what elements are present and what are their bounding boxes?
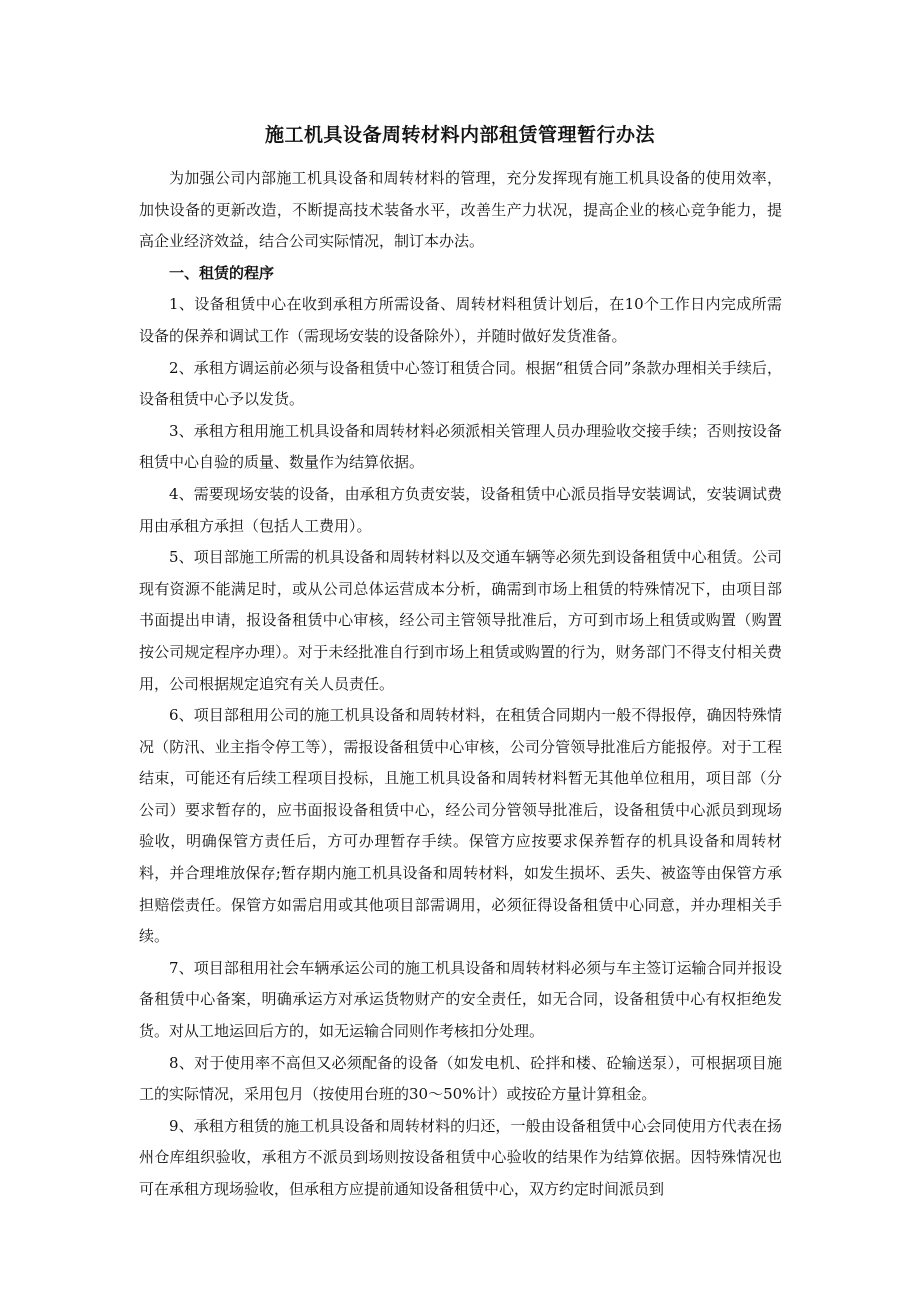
clause-9-paragraph: 9、承租方租赁的施工机具设备和周转材料的归还，一般由设备租赁中心会同使用方代表在扬州仓库组织验收，承租方不派员到场则按设备租赁中心验收的结果作为结算依据。因特殊情况也可在承租方现场验收，但承租方应提前通知设备租赁中心，双方约定时间派员到 bbox=[139, 1116, 782, 1198]
document-body bbox=[139, 163, 782, 1206]
clause-1-paragraph: 1、设备租赁中心在收到承租方所需设备、周转材料租赁计划后，在10个工作日内完成所需设备的保养和调试工作（需现场安装的设备除外），并随时做好发货准备。 bbox=[139, 295, 782, 345]
clause-6-paragraph: 6、项目部租用公司的施工机具设备和周转材料，在租赁合同期内一般不得报停，确因特殊情况（防汛、业主指令停工等），需报设备租赁中心审核，公司分管领导批准后方能报停。对于工程结束，可能还有后续工程项目投标，且施工机具设备和周转材料暂无其他单位租用，项目部（分公司）要求暂存的，应书面报设备租赁中心，经公司分管领导批准后，设备租赁中心派员到现场验收，明确保管方责任后，方可办理暂存手续。保管方应按要求保养暂存的机具设备和周转材料，并合理堆放保存;暂存期内施工机具设备和周转材料，如发生损坏、丢失、被盗等由保管方承担赔偿责任。保管方如需启用或其他项目部需调用，必须征得设备租赁中心同意，并办理相关手续。 bbox=[139, 706, 782, 946]
clause-4-paragraph: 4、需要现场安装的设备，由承租方负责安装，设备租赁中心派员指导安装调试，安装调试费用由承租方承担（包括人工费用）。 bbox=[139, 484, 782, 535]
clause-3-paragraph: 3、承租方租用施工机具设备和周转材料必须派相关管理人员办理验收交接手续；否则按设备租赁中心自验的质量、数量作为结算依据。 bbox=[139, 421, 782, 472]
document-title: 施工机具设备周转材料内部租赁管理暂行办法 bbox=[264, 124, 655, 146]
clause-7-paragraph: 7、项目部租用社会车辆承运公司的施工机具设备和周转材料必须与车主签订运输合同并报设备租赁中心备案，明确承运方对承运货物财产的安全责任，如无合同，设备租赁中心有权拒绝发货。对从工地运回后方的，如无运输合同则作考核扣分处理。 bbox=[139, 958, 782, 1041]
clause-8-paragraph: 8、对于使用率不高但又必须配备的设备（如发电机、砼拌和楼、砼输送泵），可根据项目施工的实际情况，采用包月（按使用台班的30～50%计）或按砼方量计算租金。 bbox=[139, 1053, 782, 1104]
section-heading: 一、租赁的程序 bbox=[169, 263, 275, 282]
intro-paragraph: 为加强公司内部施工机具设备和周转材料的管理，充分发挥现有施工机具设备的使用效率，加快设备的更新改造，不断提高技术装备水平，改善生产力状况，提高企业的核心竞争能力，提高企业经济效益，结合公司实际情况，制订本办法。 bbox=[139, 169, 782, 251]
clause-2-paragraph: 2、承租方调运前必须与设备租赁中心签订租赁合同。根据“租赁合同”条款办理相关手续后，设备租赁中心予以发货。 bbox=[139, 358, 782, 409]
clause-5-paragraph: 5、项目部施工所需的机具设备和周转材料以及交通车辆等必须先到设备租赁中心租赁。公司现有资源不能满足时，或从公司总体运营成本分析，确需到市场上租赁的特殊情况下，由项目部书面提出申请，报设备租赁中心审核，经公司主管领导批准后，方可到市场上租赁或购置（购置按公司规定程序办理）。对于未经批准自行到市场上租赁或购置的行为，财务部门不得支付相关费用，公司根据规定追究有关人员责任。 bbox=[139, 548, 782, 693]
